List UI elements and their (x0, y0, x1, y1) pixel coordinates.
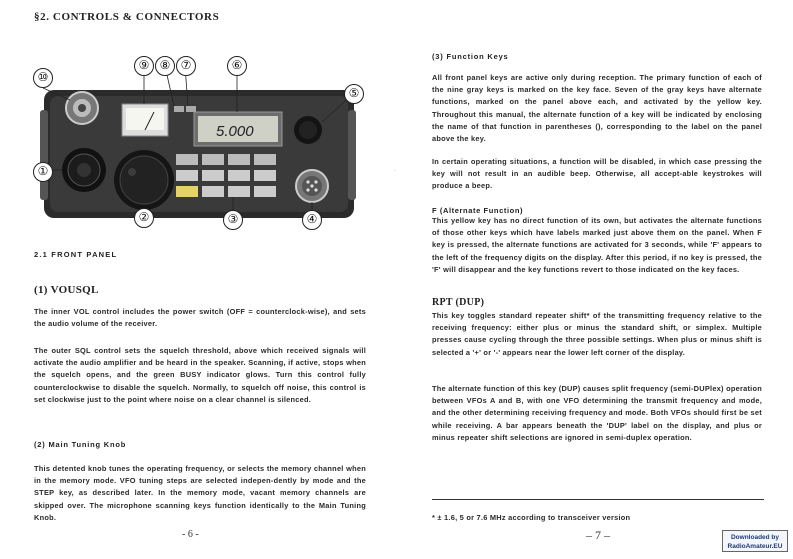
callout-4: ④ (302, 210, 322, 230)
function-para-2: In certain operating situations, a function will be disabled, in which case pressing the key will not result in an audible beep. Otherwise, all accept-able keystrokes will produce a beep. (432, 157, 762, 191)
left-page (0, 0, 396, 559)
callout-6: ⑥ (227, 56, 247, 76)
callout-1: ① (33, 162, 53, 182)
lcd-frequency: 5.000 (216, 123, 254, 140)
callout-8: ⑧ (155, 56, 175, 76)
tuning-para: This detented knob tunes the operating frequency, or selects the memory channel when in the memory mode. VFO tuning steps are selected indepen-dently by mode and the STEP key, as described later. In the memory mode, vacant memory channels are skipped over. The microphone scanning keys function identically to the Main Tuning Knob. (34, 464, 366, 522)
function-para-1: All front panel keys are active only during reception. The primary function of each of the nine gray keys is marked on the key face. Seven of the gray keys have alternate functions, marked on the panel above each, and activated by the yellow key. Throughout this manual, the alternate function of a key will be indicated by enclosing the name of that function in parentheses (), corresponding to the label on the panel above the key. (432, 73, 762, 144)
callout-5: ⑤ (344, 84, 364, 104)
f-para: This yellow key has no direct function of its own, but activates the alternate functions of those other keys which have labels marked just above them on the panel. When F key is pressed, the alternate functions are activated for 3 seconds, while 'F' appears to the left of the frequency digits on the display. After this period, if no key is pressed, the 'F' will disappear and the key functions revert to those indicated on the key faces. (432, 216, 762, 274)
page-number-left: - 6 - (182, 529, 199, 540)
vol-para-2: The outer SQL control sets the squelch threshold, above which received signals will activate the audio amplifier and be heard in the speaker. Scanning, if active, stops when the squelch opens, and the green BUSY indicator glows. Turn this control fully counterclockwise to disable the squelch. Normally, to squelch off noise, this control is set clockwise just to the point where noise on a clear channel is silenced. (34, 346, 366, 404)
vol-para-1: The inner VOL control includes the power switch (OFF = counterclock-wise), and sets the audio volume of the receiver. (34, 307, 366, 329)
callout-2: ② (134, 208, 154, 228)
right-page (396, 0, 793, 559)
front-panel-photo (26, 50, 362, 230)
footnote: * ± 1.6, 5 or 7.6 MHz according to transceiver version (432, 513, 631, 522)
rpt-para-2: The alternate function of this key (DUP) causes split frequency (semi-DUPlex) operation between VFOs A and B, with one VFO determining the transmit frequency and mode, and the other determining receiving frequency and mode. Both VFOs should first be set while receiving. A bar appears beneath the 'DUP' label on the display, and plus or minus repeater shift selections are ignored in semi-duplex operation. (432, 384, 762, 442)
figure-caption: 2.1 FRONT PANEL (34, 250, 118, 259)
rpt-heading: RPT (DUP) (432, 297, 485, 308)
callout-3: ③ (223, 210, 243, 230)
page-number-right: – 7 – (586, 528, 610, 542)
tuning-heading: (2) Main Tuning Knob (34, 440, 127, 449)
footnote-rule (432, 499, 764, 500)
callout-9: ⑨ (134, 56, 154, 76)
callout-7: ⑦ (176, 56, 196, 76)
rpt-para-1: This key toggles standard repeater shift* of the transmitting frequency relative to the receiving frequency: either plus or minus the standard shift, or simplex. Multiple presses cause cycling through the three possible settings. When plus or minus shift is selected a '+' or '-' appears near the lower left corner of the display. (432, 311, 762, 357)
f-heading: F (Alternate Function) (432, 206, 524, 215)
section-title: §2. CONTROLS & CONNECTORS (34, 11, 220, 23)
badge-line-1: Downloaded by (730, 534, 780, 541)
gutter-mark: ◦ (394, 168, 397, 174)
vol-heading: (1) VOUSQL (34, 284, 99, 296)
function-heading: (3) Function Keys (432, 52, 509, 61)
callout-10: ⑩ (33, 68, 53, 88)
download-badge[interactable] (722, 530, 788, 552)
badge-line-2: RadioAmateur.EU (727, 543, 783, 550)
